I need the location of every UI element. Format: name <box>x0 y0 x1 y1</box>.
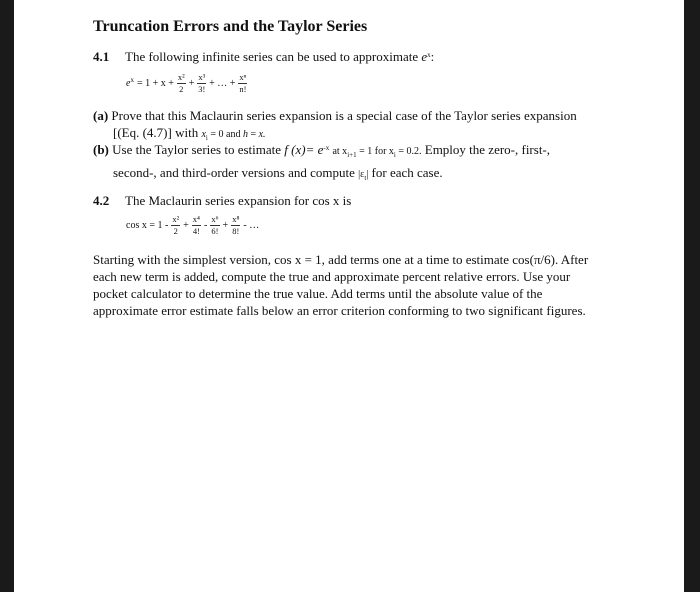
frac-den: 8! <box>232 225 240 236</box>
problem-intro-text: The Maclaurin series expansion for cos x is <box>125 193 352 208</box>
fraction <box>171 215 180 235</box>
document-page <box>14 0 684 592</box>
part-b <box>93 141 683 187</box>
problem-4-2-body <box>93 251 693 319</box>
part-text: Prove that this Maclaurin series expansion is a special case of the Taylor series expansion <box>111 108 577 123</box>
frac-den: n! <box>239 83 247 94</box>
eq-op: + <box>188 77 195 89</box>
abs-open: |ε <box>358 169 365 180</box>
fraction <box>210 215 219 235</box>
frac-num: x⁸ <box>232 214 240 224</box>
frac-num: x² <box>177 72 185 82</box>
eq-op: + … + <box>209 77 236 89</box>
equation-exp-series <box>126 73 247 93</box>
fraction <box>231 215 240 235</box>
frac-num: x² <box>172 214 180 224</box>
eq-lhs: cos x = 1 - <box>126 219 169 231</box>
part-text: = 0 and <box>210 129 241 140</box>
formula: f (x)= e <box>284 142 324 157</box>
eq-op: + <box>183 219 189 231</box>
sub: i+1 <box>347 151 357 159</box>
frac-num: x⁴ <box>192 214 200 224</box>
part-label: (b) <box>93 142 109 157</box>
part-text: at x <box>332 146 348 157</box>
part-text: = 1 for x <box>359 146 394 157</box>
part-text: = 0.2. <box>398 146 422 157</box>
problem-4-2-intro <box>93 193 351 209</box>
var: h <box>242 129 248 140</box>
problem-intro-text: The following infinite series can be used to approximate <box>125 49 419 64</box>
para-line: Starting with the simplest version, cos x = 1, add terms one at a time to estimate cos(π/6). After <box>93 252 589 267</box>
intro-end: : <box>430 49 435 64</box>
part-text: [(Eq. (4.7)] with <box>113 125 199 140</box>
part-text: = <box>250 129 257 140</box>
intro-sup: x <box>427 51 431 59</box>
problem-number: 4.1 <box>93 49 110 64</box>
para-line: pocket calculator to determine the true value. Add terms until the absolute value of the <box>93 286 543 301</box>
intro-var: e <box>421 49 428 64</box>
part-text: for each case. <box>371 165 443 180</box>
part-label: (a) <box>93 108 109 123</box>
eq-lhs-sup: x <box>130 75 134 84</box>
para-line: each new term is added, compute the true and approximate percent relative errors. Use your <box>93 269 571 284</box>
fraction <box>197 73 206 93</box>
part-text: Use the Taylor series to estimate <box>112 142 282 157</box>
frac-den: 2 <box>173 225 178 236</box>
fraction <box>177 73 186 93</box>
sub: i <box>393 151 396 159</box>
sub: i <box>205 134 208 142</box>
frac-den: 6! <box>211 225 219 236</box>
eq-lhs: e <box>126 77 131 89</box>
frac-num: x³ <box>198 72 206 82</box>
para-line: approximate error estimate falls below an error criterion conforming to two significant figures. <box>93 303 586 318</box>
part-text: second-, and third-order versions and compute <box>113 165 355 180</box>
frac-num: x⁶ <box>211 214 219 224</box>
eq-text: = 1 + x + <box>136 77 174 89</box>
frac-num: xⁿ <box>239 72 247 82</box>
frac-den: 4! <box>192 225 200 236</box>
abs-close: | <box>366 169 369 180</box>
sub: t <box>364 174 367 182</box>
problem-number: 4.2 <box>93 193 110 208</box>
part-text: Employ the zero-, first-, <box>424 142 551 157</box>
fraction <box>238 73 247 93</box>
var: x <box>201 129 206 140</box>
problem-4-1-intro <box>93 49 434 65</box>
equation-cos-series <box>126 215 259 235</box>
section-title: Truncation Errors and the Taylor Series <box>93 18 368 35</box>
var: x. <box>258 129 266 140</box>
frac-den: 3! <box>198 83 206 94</box>
eq-op: - <box>203 219 208 231</box>
eq-op: + <box>222 219 229 231</box>
fraction <box>192 215 201 235</box>
sup: -x <box>323 144 330 152</box>
frac-den: 2 <box>179 83 184 94</box>
eq-op: - … <box>243 219 260 231</box>
